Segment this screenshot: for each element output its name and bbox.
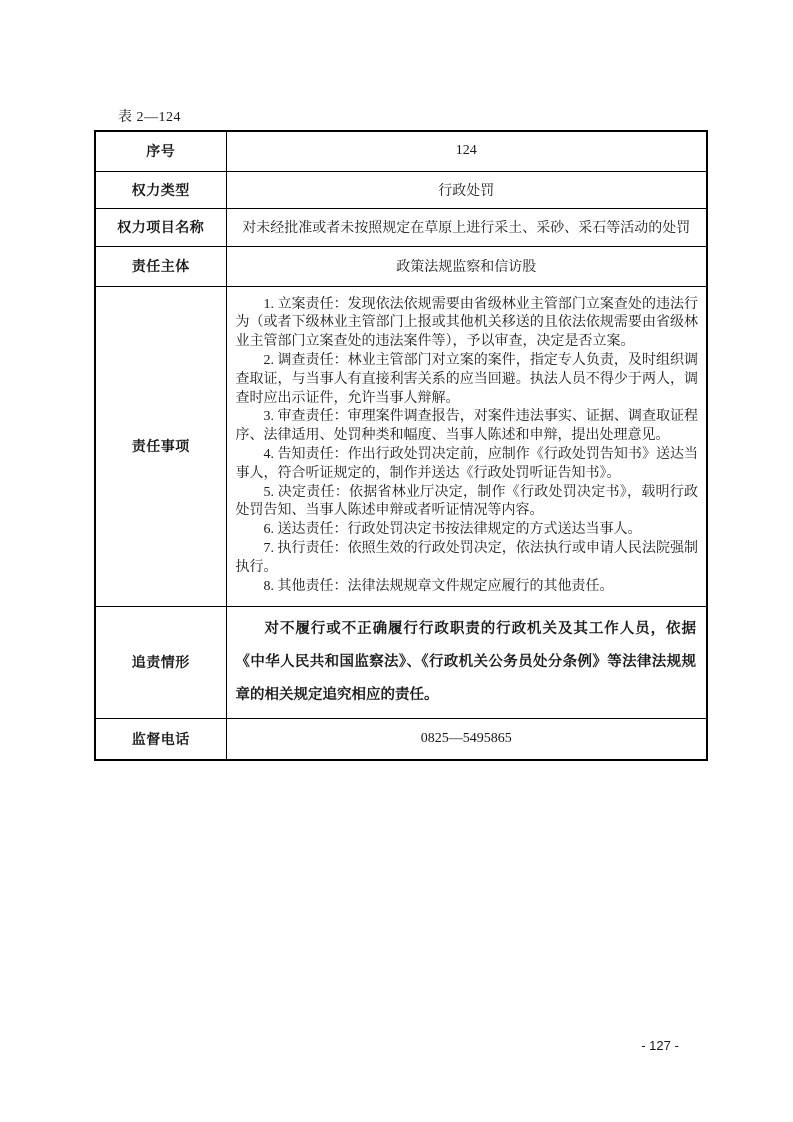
table-caption: 表 2—124 [118, 110, 181, 125]
duty-item-6: 6. 送达责任：行政处罚决定书按法律规定的方式送达当事人。 [263, 522, 642, 538]
row-label-supervision-phone: 监督电话 [95, 718, 226, 760]
duty-item-8: 8. 其他责任：法律法规规章文件规定应履行的其他责任。 [263, 578, 614, 594]
row-label-responsible-subject: 责任主体 [95, 246, 226, 286]
table-row-duty-items [95, 286, 707, 606]
row-value-serial-number: 124 [226, 131, 707, 171]
row-label-serial-number: 序号 [95, 131, 226, 171]
duty-item-2: 2. 调查责任：林业主管部门对立案的案件，指定专人负责，及时组织调查取证，与当事人有直接利害关系的应当回避。执法人员不得少于两人，调查时应出示证件，允许当事人辩解。 [235, 353, 698, 406]
row-label-accountability: 追责情形 [95, 606, 226, 718]
table-row-supervision-phone [95, 718, 707, 760]
table-row-serial-number [95, 131, 707, 171]
duty-item-5: 5. 决定责任：依据省林业厅决定，制作《行政处罚决定书》，载明行政处罚告知、当事人陈述申辩或者听证情况等内容。 [235, 484, 698, 519]
row-value-supervision-phone: 0825—5495865 [226, 718, 707, 760]
row-label-power-type: 权力类型 [95, 171, 226, 208]
power-item-table [94, 130, 708, 761]
duty-item-4: 4. 告知责任：作出行政处罚决定前，应制作《行政处罚告知书》送达当事人，符合听证规定的，制作并送达《行政处罚听证告知书》。 [235, 447, 698, 481]
duty-item-7: 7. 执行责任：依照生效的行政处罚决定，依法执行或申请人民法院强制执行。 [235, 540, 698, 575]
table-row-power-type [95, 171, 707, 208]
duty-item-1: 1. 立案责任：发现依法依规需要由省级林业主管部门立案查处的违法行为（或者下级林业主管部门上报或其他机关移送的且依法依规需要由省级林业主管部门立案查处的违法案件等），予以审查，决定是否立案。 [235, 296, 698, 350]
row-label-duty-items: 责任事项 [95, 286, 226, 606]
row-value-power-type: 行政处罚 [226, 171, 707, 208]
row-value-accountability [226, 606, 707, 718]
row-value-power-item-name: 对未经批准或者未按照规定在草原上进行采土、采砂、采石等活动的处罚 [226, 208, 707, 246]
table-row-responsible-subject [95, 246, 707, 286]
row-label-power-item-name: 权力项目名称 [95, 208, 226, 246]
page-number: - 127 - [641, 1038, 679, 1053]
row-value-duty-items [226, 286, 707, 606]
row-value-responsible-subject: 政策法规监察和信访股 [226, 246, 707, 286]
table-row-accountability [95, 606, 707, 718]
accountability-text: 对不履行或不正确履行行政职责的行政机关及其工作人员，依据《中华人民共和国监察法》、《行政机关公务员处分条例》等法律法规规章的相关规定追究相应的责任。 [235, 620, 696, 703]
duty-item-3: 3. 审查责任：审理案件调查报告，对案件违法事实、证据、调查取证程序、法律适用、处罚种类和幅度、当事人陈述和申辩，提出处理意见。 [235, 409, 698, 444]
table-row-power-item-name [95, 208, 707, 246]
